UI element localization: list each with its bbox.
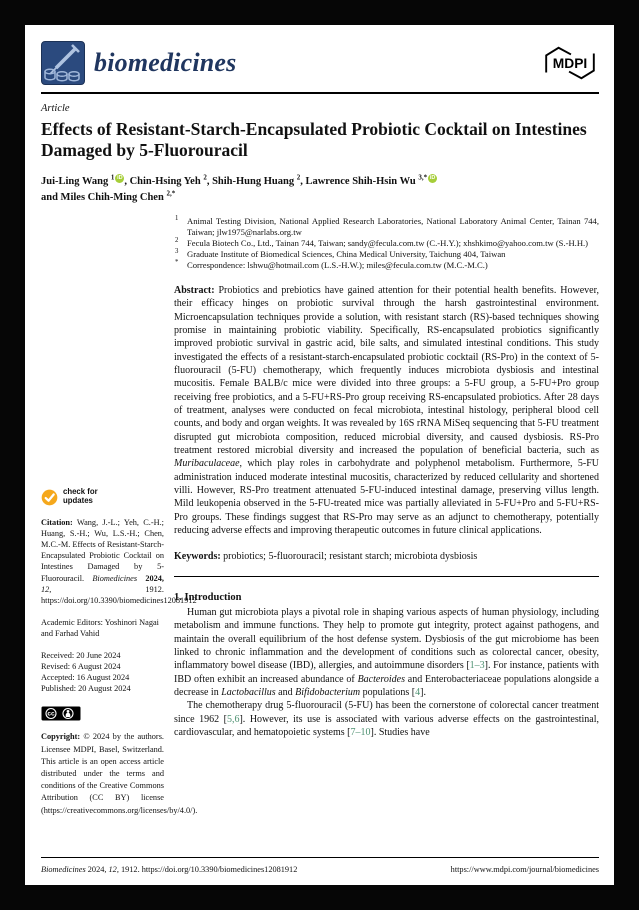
affiliation — [174, 238, 599, 249]
author: , Chin-Hsing Yeh $^2$ — [124, 173, 207, 187]
page-title: Effects of Resistant-Starch-Encapsulated Probiotic Cocktail on Intestines Damaged by 5-Fluorouracil — [41, 119, 587, 160]
citation-pages: , 1912. — [49, 584, 164, 594]
article-dates — [41, 650, 164, 695]
check-updates-icon — [41, 489, 58, 506]
date-published: Published: 20 August 2024 — [41, 684, 131, 694]
keywords-label: Keywords: — [174, 550, 221, 562]
academic-editors: Academic Editors: Yoshinori Nagai and Farhad Vahid — [41, 617, 159, 638]
citation-volume: 12 — [41, 584, 50, 594]
author: , Lawrence Shih-Hsin Wu $^{3,*}$ iD — [300, 173, 436, 187]
cc-by-icon — [41, 706, 81, 721]
main-columns — [41, 216, 599, 816]
abstract: Abstract: Probiotics and prebiotics have gained attention for their potential health benefits. However, their efficacy hinges on probiotic survival through the harsh gastrointestinal environment. Microencapsulation techniques provide a solution, with resistant starch (RS)-based techniques showing promise in maintaining probiotic viability. Specifically, RS-encapsulated probiotics significantly improved probiotic survival in gastric acid, bile salts, and simulated intestinal conditions. This study investigated the effects of a resistant-starch-encapsulated probiotic cocktail (RS-Pro) in the context of 5-fluorouracil (5-FU) chemotherapy, which frequently induces microbiota dysbiosis and intestinal mucositis. Female BALB/c mice were divided into three groups: a 5-FU group, a 5-FU+Pro group receiving free probiotics, and a 5-FU+RS-Pro group receiving RS-encapsulated probiotics. After 28 days of treatment, analyses were conducted on fecal microbiota, intestinal histology, peripheral blood cell counts, and body and organ weights. It was revealed by 16S rRNA MiSeq sequencing that 5-FU treatment disrupted gut microbiota composition, reduced microbial diversity, and caused dysbiosis. RS-Pro treatment restored microbial diversity and increased the population of beneficial bacteria, such as Muribaculaceae, which play roles in carbohydrate and polyphenol metabolism. Furthermore, 5-FU administration induced moderate intestinal mucositis, characterized by reduced cellularity and shortened villi. However, RS-Pro treatment attenuated 5-FU-induced intestinal damage, preserving villus length. Mild leukopenia observed in the 5-FU-treated mice was partially alleviated in 5-FU+Pro and 5-FU+RS-Pro groups. These findings suggest that RS-Pro may serve as an adjunct to chemotherapy, potentially reducing adverse effects and improving therapeutic outcomes in future clinical applications. — [174, 284, 599, 537]
orcid-icon[interactable]: iD — [429, 175, 436, 181]
citation-label: Citation: — [41, 518, 73, 528]
taxon-name: Bifidobacterium — [295, 686, 361, 698]
citation-journal: Biomedicines — [92, 573, 138, 583]
paper-page — [25, 25, 614, 885]
reference-link[interactable]: 5,6 — [226, 713, 240, 725]
journal-name: biomedicines — [94, 48, 237, 77]
page-footer — [41, 857, 599, 874]
date-revised: Revised: 6 August 2024 — [41, 661, 121, 671]
reference-link[interactable]: 1–3 — [469, 660, 485, 672]
footer-citation: Biomedicines 2024, 12, 1912. https://doi.org/10.3390/biomedicines12081912 — [41, 865, 298, 874]
citation-block — [41, 517, 197, 605]
reference-link[interactable]: 4 — [415, 686, 421, 698]
affiliation — [174, 260, 599, 271]
citation-text: Wang, J.-L.; Yeh, C.-H.; Huang, S.-H.; Wu, L.S.-H.; Chen, M.C.-M. Effects of Resistant-Starch-Encapsulated Probiotic Cocktail on Intestines Damaged by 5-Fluorouracil. — [41, 518, 164, 583]
author: and Miles Chih-Ming Chen $^{2,*}$ — [41, 189, 176, 204]
affiliation-text: Animal Testing Division, National Applied Research Laboratories, National Laboratory Animal Center, Tainan 744, Taiwan; jlw1975@narlabs.org.tw — [187, 216, 599, 238]
author: Jui-Ling Wang $^1$ iD — [41, 173, 123, 187]
footer-rule — [41, 857, 599, 858]
affiliation-marker: 2 — [175, 237, 179, 245]
masthead — [41, 37, 599, 89]
copyright-notice: Copyright: © 2024 by the authors. Licensee MDPI, Basel, Switzerland. This article is an open access article distributed under the terms and conditions of the Creative Commons Attribution (CC BY) license (https://creativecommons.org/licenses/by/4.0/). — [41, 732, 198, 815]
keywords: Keywords: probiotics; 5-fluorouracil; resistant starch; microbiota dysbiosis — [174, 550, 478, 562]
cc-license-badge[interactable] — [41, 706, 164, 724]
copyright-label: Copyright: — [41, 732, 81, 742]
intro-paragraph-2: The chemotherapy drug 5-fluorouracil (5-FU) has been the cornerstone of colorectal cancer treatment since 1962 [5,6]. However, its use is associated with various adverse effects on the gastrointestinal, cardiovascular, and hematopoietic systems [7–10]. Studies have — [174, 700, 599, 738]
svg-text:cc: cc — [47, 711, 55, 719]
section-heading-introduction: 1. Introduction — [174, 591, 242, 603]
mdpi-logo[interactable] — [541, 43, 599, 83]
taxon-name: Bacteroides — [357, 673, 405, 685]
affiliation-text: Correspondence: lshwu@hotmail.com (L.S.-H.W.); miles@fecula.com.tw (M.C.-M.C.) — [187, 260, 488, 271]
affiliation-marker: 1 — [175, 215, 179, 223]
affiliation-marker: * — [175, 259, 179, 267]
citation-year: 2024, — [137, 573, 164, 583]
affiliation-text: Graduate Institute of Biomedical Sciences, China Medical University, Taichung 404, Taiwan — [187, 249, 506, 260]
divider-rule — [174, 576, 599, 577]
date-accepted: Accepted: 16 August 2024 — [41, 673, 130, 683]
check-updates-label: check for updates — [63, 487, 98, 506]
author-byline — [41, 172, 599, 205]
affiliations — [174, 216, 599, 271]
taxon-name: Lactobacillus — [221, 686, 276, 698]
check-for-updates-button[interactable] — [41, 488, 164, 506]
mdpi-wordmark: MDPI — [552, 56, 588, 72]
affiliation-text: Fecula Biotech Co., Ltd., Tainan 744, Taiwan; sandy@fecula.com.tw (C.-H.Y.); xhshkimo@yahoo.com.tw (S.-H.H.) — [187, 238, 589, 249]
affiliation-marker: 3 — [175, 248, 179, 256]
license-url-link[interactable]: https://creativecommons.org/licenses/by/4.0/ — [43, 805, 193, 815]
biomedicines-logo-icon — [41, 41, 85, 85]
footer-journal-url-link[interactable]: https://www.mdpi.com/journal/biomedicines — [450, 865, 599, 874]
date-received: Received: 20 June 2024 — [41, 650, 121, 660]
taxon-name: Muribaculaceae — [174, 458, 240, 470]
citation-doi-link[interactable]: https://doi.org/10.3390/biomedicines12081912 — [41, 595, 197, 605]
intro-paragraph-1: Human gut microbiota plays a pivotal role in shaping various aspects of human physiology, including metabolism and immune functions. They help to promote gut integrity, protect against pathogens, and maintain the overall equilibrium of the host defense system. Dysbiosis of the gut microbiome has been linked to chronic inflammation and the development of conditions such as colorectal cancer, obesity, inflammatory bowel disease (IBD), allergies, and autoimmune disorders [1–3]. For instance, patients with IBD often exhibit an increased abundance of Bacteroides and Enterobacteriaceae populations alongside a decrease in Lactobacillus and Bifidobacterium populations [4]. — [174, 606, 599, 698]
footer-doi-link[interactable]: https://doi.org/10.3390/biomedicines12081912 — [141, 865, 298, 874]
affiliation — [174, 216, 599, 238]
abstract-label: Abstract: — [174, 284, 215, 296]
header-rule — [41, 92, 599, 94]
article-type-label: Article — [41, 103, 70, 114]
orcid-icon[interactable]: iD — [117, 175, 123, 181]
article-content — [174, 216, 599, 816]
author: , Shih-Hung Huang $^2$ — [206, 173, 301, 187]
affiliation — [174, 249, 599, 260]
journal-brand — [41, 41, 237, 85]
reference-link[interactable]: 7–10 — [350, 726, 371, 738]
